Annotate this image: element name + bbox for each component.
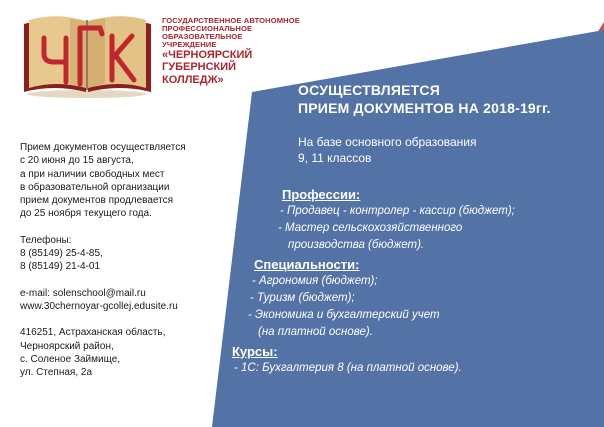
address-line: 416251, Астраханская область,	[20, 327, 166, 339]
org-name-line: ГОСУДАРСТВЕННОЕ АВТОНОМНОЕ	[162, 16, 300, 25]
address-line: с. Соленое Займище,	[20, 353, 121, 365]
address-line: ул. Степная, 2а	[20, 367, 93, 379]
email-text: e-mail: solenschool@mail.ru	[20, 287, 146, 299]
admission-period-text: а при наличии свободных мест	[20, 168, 165, 180]
basis-text: 9, 11 классов	[298, 151, 372, 165]
college-name-line: «ЧЕРНОЯРСКИЙ	[162, 48, 253, 61]
profession-item: производства (бюджет).	[288, 239, 425, 251]
profession-item: - Продавец - контролер - кассир (бюджет);	[280, 205, 515, 217]
specialty-item: - Агрономия (бюджет);	[252, 275, 378, 287]
admission-period-text: Прием документов осуществляется	[20, 142, 186, 153]
phone-number: 8 (85149) 21-4-01	[20, 261, 101, 273]
specialty-item: - Туризм (бюджет);	[250, 292, 355, 304]
contact-info	[20, 141, 230, 379]
college-name-line: ГУБЕРНСКИЙ	[162, 61, 237, 74]
admission-period-text: до 25 ноября текущего года.	[20, 208, 152, 220]
org-name-line: ОБРАЗОВАТЕЛЬНОЕ	[162, 31, 243, 41]
admission-period-text: в образовательной организации	[20, 181, 170, 193]
professions-heading: Профессии:	[282, 187, 361, 202]
phones-label: Телефоны:	[20, 234, 72, 246]
college-name-line: КОЛЛЕДЖ»	[162, 73, 224, 86]
basis-text: На базе основного образования	[298, 135, 477, 149]
headline-line: ОСУЩЕСТВЛЯЕТСЯ	[298, 82, 440, 98]
address-line: Черноярский район,	[20, 340, 114, 352]
course-item: - 1С: Бухгалтерия 8 (на платной основе).	[234, 362, 462, 374]
emblem-shadow	[27, 90, 147, 98]
org-name-line: ПРОФЕССИОНАЛЬНОЕ	[162, 23, 253, 33]
specialty-item: (на платной основе).	[258, 326, 373, 338]
profession-item: - Мастер сельскохозяйственного	[278, 222, 463, 234]
book-emblem-icon	[20, 10, 155, 100]
admission-period-text: прием документов продлевается	[20, 195, 174, 207]
headline-line: ПРИЕМ ДОКУМЕНТОВ НА 2018-19гг.	[298, 100, 551, 116]
org-name-line: УЧРЕЖДЕНИЕ	[162, 39, 217, 49]
phone-number: 8 (85149) 25-4-85,	[20, 248, 103, 260]
specialties-heading: Специальности:	[254, 257, 360, 272]
courses-heading: Курсы:	[232, 344, 278, 359]
website-text: www.30chernoyar-gcollej.edusite.ru	[20, 300, 178, 312]
admission-period-text: с 20 июня до 15 августа,	[20, 155, 134, 167]
specialty-item: - Экономика и бухгалтерский учет	[248, 309, 440, 321]
org-name-block	[162, 17, 302, 87]
